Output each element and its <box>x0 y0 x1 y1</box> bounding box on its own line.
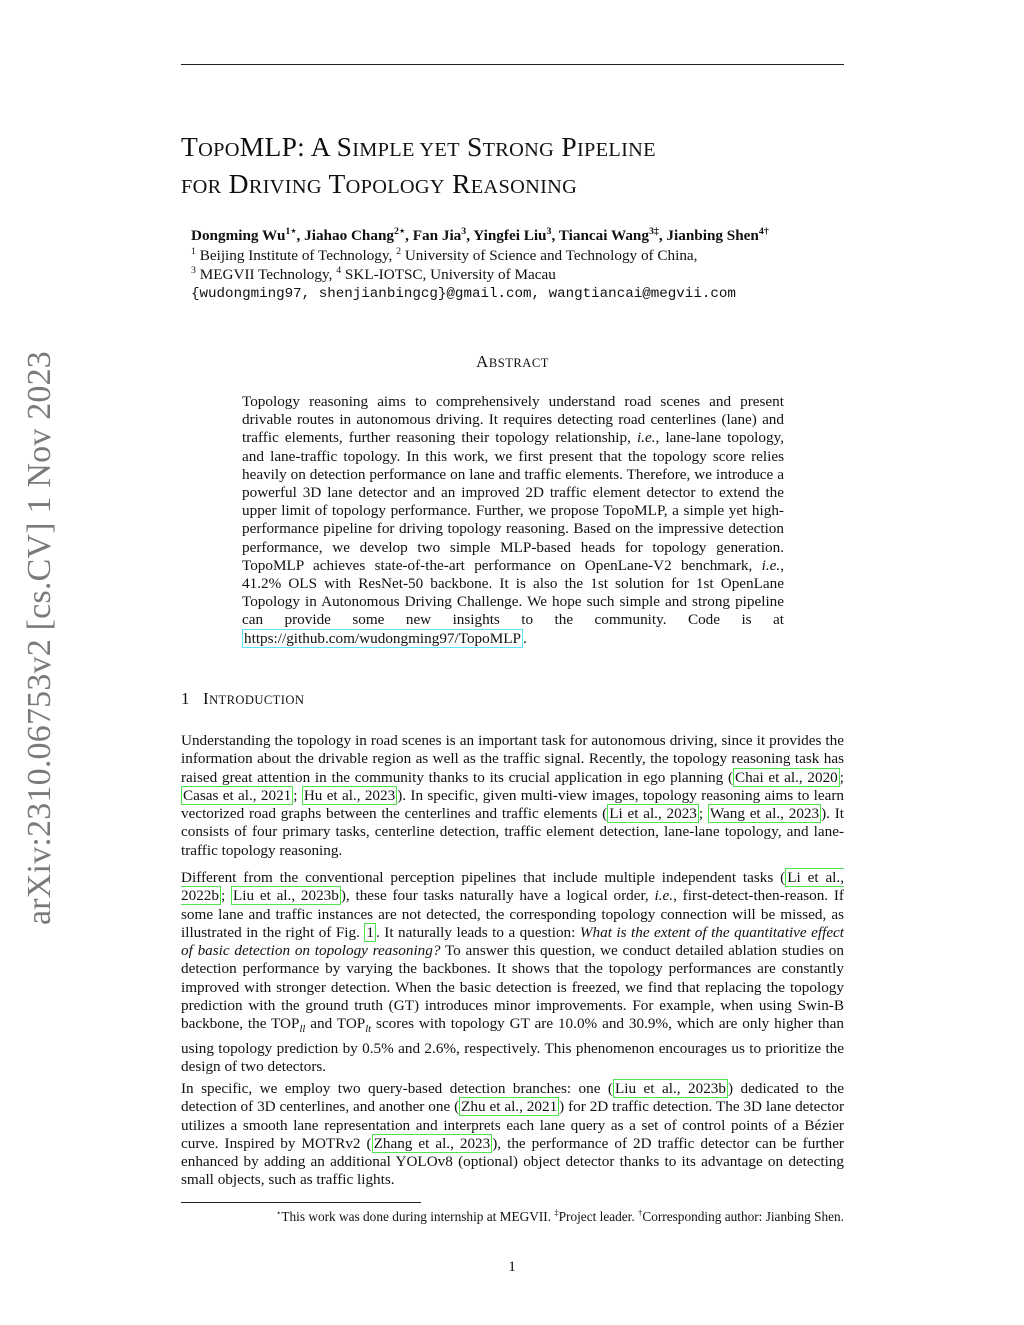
citation-link[interactable]: Liu et al., 2023b <box>615 1080 726 1097</box>
citation-link[interactable]: 1 <box>366 923 374 941</box>
text-run: , first-detect-then-reason. If some lane and traffic instances are not detected, the corresponding topology connection will be missed, as illustrated in the right of Fig. <box>181 887 844 941</box>
text-run: , Jianbing Shen <box>658 227 759 244</box>
text-run: To answer this question, we conduct detailed ablation studies on detection performance by varying the backbones. It shows that the topology performances are constantly improved with stronger detection. When the basic detection is freezed, we find that replacing the topology prediction with the ground truth (GT) introduces minor improvements. For example, when using Swin-B backbone, the TOP <box>181 942 844 1033</box>
citation-link[interactable]: Wang et al., 2023 <box>709 805 820 823</box>
text-run: Corresponding author: Jianbing Shen. <box>642 1209 844 1224</box>
superscript-mark: ⋆ <box>276 1207 282 1218</box>
citation-link[interactable]: Hu et al., 2023 <box>303 786 396 804</box>
author-emails: {wudongming97, shenjianbingcg}@gmail.com, wangtiancai@megvii.com <box>191 285 736 302</box>
text-run: ), these four tasks naturally have a logical order, <box>340 887 655 905</box>
superscript-mark: 1 <box>191 245 196 257</box>
italic-text: i.e. <box>636 429 656 447</box>
affiliation-line-1 <box>191 246 841 266</box>
text-run: and TOP <box>305 1015 366 1033</box>
footnote-rule <box>181 1202 421 1203</box>
text-run: T <box>321 168 346 199</box>
small-caps-text: BSTRACT <box>488 356 549 370</box>
abstract-text <box>242 393 784 648</box>
text-run: P <box>554 131 577 162</box>
author-names <box>191 226 841 246</box>
superscript-mark: 1⋆ <box>285 225 297 237</box>
superscript-mark: 4† <box>758 225 769 237</box>
italic-text: i.e. <box>761 556 781 574</box>
author-block <box>191 226 841 304</box>
page-number: 1 <box>508 1258 516 1275</box>
text-run: This work was done during internship at MEGVII. <box>281 1209 555 1224</box>
footnote <box>181 1209 844 1225</box>
small-caps-text: TRONG <box>482 139 555 161</box>
text-run: ). It consists of four primary tasks, centerline detection, traffic element detection, lane-lane topology, and lane-traffic topology reasoning. <box>181 805 844 859</box>
citation-link[interactable]: Chai et al., 2020 <box>735 768 838 786</box>
subscript: lt <box>365 1024 372 1036</box>
italic-text: What is the extent of the quantitative effect of basic detection on topology reasoning? <box>181 923 845 960</box>
text-run: R <box>444 168 471 199</box>
text-run: . <box>522 629 527 647</box>
text-run: scores with topology GT are 10.0% and 30.9%, which are only higher than using topology prediction by 0.5% and 2.6%, respectively. This phenomenon encourages us to prioritize the design of two detectors. <box>181 1015 844 1075</box>
text-run: ; <box>698 805 708 823</box>
superscript-mark: 3 <box>546 225 552 237</box>
text-run: Dongming Wu <box>191 227 286 244</box>
text-run: ), the performance of 2D traffic detector can be further enhanced by adding an additional YOLOv8 (optional) object detector thanks to its advantage on detecting small objects, such as traffic lights. <box>181 1134 844 1189</box>
text-run: , Tiancai Wang <box>551 227 649 244</box>
small-caps-text: OPOLOGY <box>345 176 445 198</box>
superscript-mark: 4 <box>336 264 342 276</box>
superscript-mark: 3 <box>191 264 196 276</box>
text-run: Beijing Institute of Technology, <box>195 246 397 264</box>
paper-title <box>181 130 844 204</box>
superscript-mark: † <box>638 1207 643 1218</box>
title-line-1 <box>181 130 844 167</box>
text-run: SKL-IOTSC, University of Macau <box>341 266 556 283</box>
text-run: Understanding the topology in road scenes is an important task for autonomous driving, since it provides the information about the drivable region as well as the traffic signal. Recently, the topology reasoning task has raised great attention in the community thanks to its crucial application in ego planning ( <box>181 732 844 786</box>
text-run: Topology reasoning aims to comprehensively understand road scenes and present drivable routes in autonomous driving. It requires detecting road centerlines (lane) and traffic elements, further reasoning their topology relationship, <box>242 393 784 447</box>
intro-paragraph-2 <box>181 869 844 1076</box>
superscript-mark: 2⋆ <box>394 225 406 237</box>
text-run: MEGVII Technology, <box>195 266 337 283</box>
text-run: , Fan Jia <box>405 227 462 244</box>
code-url-link[interactable]: https://github.com/wudongming97/TopoMLP <box>244 629 521 647</box>
text-run: , Yingfei Liu <box>466 227 547 244</box>
text-run: ) dedicated to the detection of 3D centerlines, and another one ( <box>181 1080 844 1116</box>
text-run: ; <box>293 786 302 804</box>
text-run: . It naturally leads to a question: <box>375 923 580 941</box>
header-rule <box>181 64 844 65</box>
citation-link[interactable]: Casas et al., 2021 <box>183 786 292 804</box>
small-caps-text: NTRODUCTION <box>209 693 305 707</box>
text-run: D <box>221 168 249 199</box>
text-run: ). In specific, given multi-view images, topology reasoning aims to learn vectorized road graphs between the centerlines and traffic elements ( <box>181 786 844 823</box>
text-run: ; <box>220 887 231 905</box>
small-caps-text: IPELINE <box>576 139 656 161</box>
section-number: 1 <box>181 689 190 708</box>
citation-link[interactable]: Liu et al., 2023b <box>232 887 339 905</box>
small-caps-text: RIVING <box>248 176 322 198</box>
arxiv-stamp <box>16 345 64 930</box>
abstract-heading <box>181 352 844 372</box>
superscript-mark: 3‡ <box>648 225 659 237</box>
citation-link[interactable]: Li et al., 2022b <box>181 869 844 905</box>
text-run: S <box>459 131 483 162</box>
superscript-mark: 3 <box>461 225 467 237</box>
text-run: A <box>476 352 489 371</box>
section-heading <box>181 689 304 709</box>
small-caps-text: OPO <box>198 139 240 161</box>
text-run: , Jiahao Chang <box>296 227 395 244</box>
citation-link[interactable]: Zhang et al., 2023 <box>373 1134 491 1152</box>
text-run: I <box>203 689 210 708</box>
citation-link[interactable]: Zhu et al., 2021 <box>461 1098 558 1116</box>
text-run: Different from the conventional perception pipelines that include multiple independent tasks ( <box>181 869 786 886</box>
small-caps-text: EASONING <box>470 176 578 198</box>
arxiv-id: arXiv:2310.06753v2 [cs.CV] 1 Nov 2023 <box>21 350 58 925</box>
text-run: MLP: A S <box>239 131 353 162</box>
small-caps-text: FOR <box>181 176 222 198</box>
text-run: , 41.2% OLS with ResNet-50 backbone. It is also the 1st solution for 1st OpenLane Topology in Autonomous Driving Challenge. We hope such simple and strong pipeline can provide some new insights to the community. Code is at <box>242 556 784 629</box>
text-run: T <box>181 131 199 162</box>
superscript-mark: 2 <box>396 245 402 257</box>
text-run: Project leader. <box>558 1209 639 1224</box>
citation-link[interactable]: Li et al., 2023 <box>609 805 697 823</box>
text-run: In specific, we employ two query-based detection branches: one ( <box>181 1080 613 1097</box>
intro-paragraph-1 <box>181 732 844 860</box>
text-run: , lane-lane topology, and lane-traffic topology. In this work, we first present that the topology score relies heavily on detection performance on lane and traffic elements. Therefore, we introduce a powerful 3D lane detector and an improved 2D traffic element detector to extend the upper limit of topology performance. Further, we propose TopoMLP, a simple yet high-performance pipeline for driving topology reasoning. Based on the impressive detection performance, we develop two simple MLP-based heads for topology generation. TopoMLP achieves state-of-the-art performance on OpenLane-V2 benchmark, <box>242 429 784 574</box>
intro-paragraph-3 <box>181 1080 844 1190</box>
italic-text: i.e. <box>654 887 674 905</box>
section-title <box>203 689 304 708</box>
affiliation-line-2 <box>191 265 841 285</box>
text-run: ) for 2D traffic detection. The 3D lane detector utilizes a smooth lane representation and interprets each lane query as a set of control points of a Bézier curve. Inspired by MOTRv2 ( <box>181 1098 844 1152</box>
text-run: University of Science and Technology of China, <box>401 246 698 264</box>
small-caps-text: IMPLE YET <box>352 139 460 161</box>
subscript: ll <box>299 1024 306 1036</box>
text-run: ; <box>839 768 844 786</box>
title-line-2 <box>181 167 844 204</box>
superscript-mark: ‡ <box>554 1207 559 1218</box>
